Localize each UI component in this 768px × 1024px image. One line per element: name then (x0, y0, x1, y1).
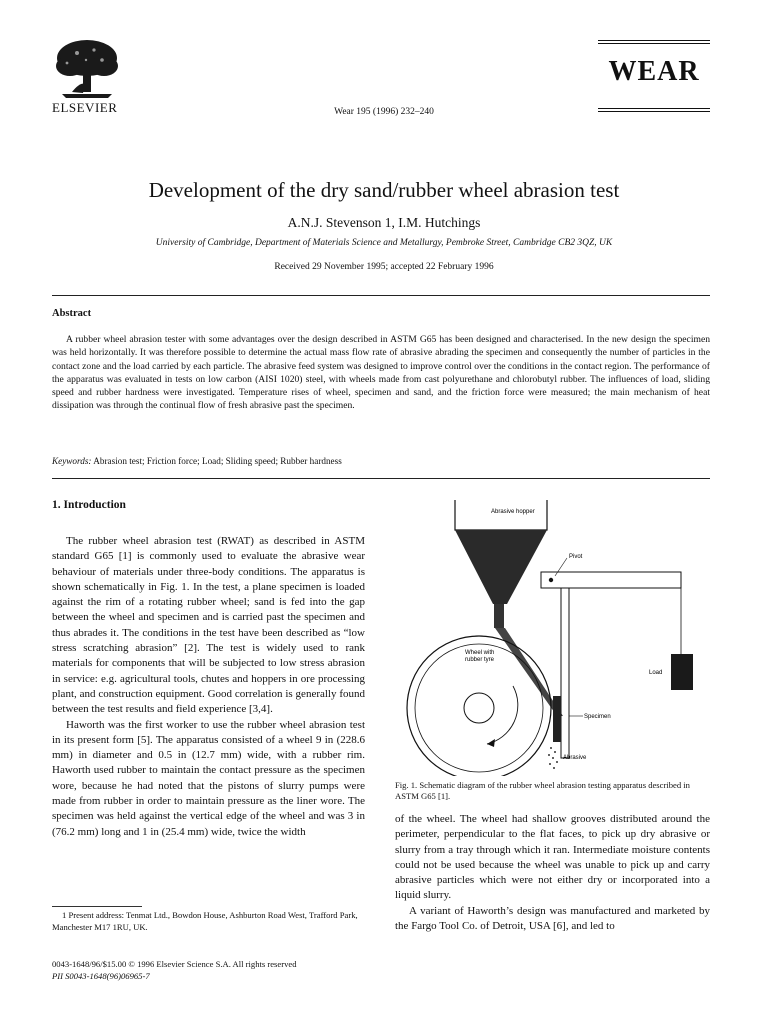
label-specimen: Specimen (584, 714, 611, 720)
col2-paragraph-2: A variant of Haworth’s design was manufactured and marketed by the Fargo Tool Co. of Detroit, USA [6], and led to (395, 904, 710, 933)
col2-paragraph-1: of the wheel. The wheel had shallow grooves distributed around the perimeter, perpendicular to the flat faces, to pick up dry abrasive or slurry from a tray through which it ran. Intermediate moisture contents could not be used because the wheel was unable to pick up and carry abrasive particles which were not either dry or incorporated into a liquid slurry. (395, 813, 710, 902)
keywords (52, 456, 342, 466)
pivot-point (549, 578, 553, 582)
journal-citation: Wear 195 (1996) 232–240 (334, 107, 434, 117)
keywords-text: Abrasion test; Friction force; Load; Sliding speed; Rubber hardness (93, 456, 342, 466)
label-wheel-line1: Wheel with (465, 650, 495, 656)
label-abrasive-hopper: Abrasive hopper (491, 509, 535, 515)
journal-rule-bottom (598, 108, 710, 109)
copyright-block (52, 958, 297, 982)
article-authors: A.N.J. Stevenson 1, I.M. Hutchings (287, 215, 481, 230)
received-dates: Received 29 November 1995; accepted 22 February 1996 (274, 262, 494, 272)
falling-abrasive-particles (548, 747, 558, 769)
wheel-hub (464, 693, 494, 723)
footnote: 1 Present address: Tenmat Ltd., Bowdon House, Ashburton Road West, Trafford Park, Manchester M17 1RU, UK. (52, 910, 358, 932)
divider-top (52, 295, 710, 296)
right-column-text (395, 812, 710, 934)
figure-1-schematic (395, 496, 710, 776)
keywords-label: Keywords: (52, 456, 92, 466)
journal-rule-top-2 (598, 43, 710, 44)
footnote-rule (52, 906, 142, 907)
section-heading-introduction: 1. Introduction (52, 499, 126, 511)
journal-rule-top (598, 40, 710, 41)
publisher-name: ELSEVIER (52, 100, 118, 115)
elsevier-tree-logo-icon (52, 38, 122, 100)
label-pivot: Pivot (569, 554, 583, 560)
intro-paragraph-2: Haworth was the first worker to use the rubber wheel abrasion test in its present form [5]. The apparatus consisted of a wheel 9 in (228.6 mm) in diameter and 0.5 in (12.7 mm) wide, with a rubber rim. Haworth used rubber to maintain the contact pressure as the specimen wore, because he had noted that the pistons of slurry pumps were made from rubber in order to maintain pressure as the liner wore. The specimen was held against the vertical edge of the wheel and was 3 in (76.2 mm) long and 1 in (25.4 mm) wide, twice the width (52, 718, 365, 838)
label-abrasive: Abrasive (563, 755, 587, 761)
abstract-text: A rubber wheel abrasion tester with some advantages over the design described in ASTM G65 has been designed and characterised. In the new design the specimen was held horizontally. It was therefore possible to determine the actual mass flow rate of abrasive abrading the specimen and consequently the number of particles in the contact zone and the load carried by each particle. The abrasive feed system was designed to improve control over the conditions in the contact region. The performance of the apparatus was evaluated in tests on low carbon (AISI 1020) steel, with wheels made from cast polyurethane and chlorobutyl rubber. The influences of load, sliding speed and rubber hardness were investigated. Temperature rises of wheel, specimen and sand, and the friction force were measured; the main mechanism of heat dissipation was through the continual flow of fresh abrasive past the specimen. (52, 334, 710, 412)
rotation-arrow (487, 686, 518, 744)
specimen (553, 696, 561, 742)
copyright-line: 0043-1648/96/$15.00 © 1996 Elsevier Science S.A. All rights reserved (52, 959, 297, 969)
divider-bottom (52, 478, 710, 479)
intro-paragraph-1: The rubber wheel abrasion test (RWAT) as described in ASTM standard G65 [1] is commonly used to evaluate the abrasive wear behaviour of materials under three-body conditions. The apparatus is shown schematically in Fig. 1. In the test, a plane specimen is loaded against the rim of a rotating rubber wheel; sand is fed into the gap between the wheel and specimen and is carried past the specimen and thus abrades it. The conditions in the test have been described as “low stress scratching abrasion” [2]. The test is widely used to rank materials for components that will be subjected to low stress abrasion in service: e.g. agricultural tools, chutes and hoppers in ore processing plant, and construction equipment. Good correlation is generally found between the test results and field experience [3,4]. (52, 535, 365, 716)
left-column-text (52, 534, 365, 840)
abstract-heading: Abstract (52, 308, 92, 319)
abrasive-hopper (455, 500, 547, 530)
article-title: Development of the dry sand/rubber wheel abrasion test (148, 178, 620, 202)
label-load: Load (649, 670, 663, 676)
load-weight (671, 654, 693, 690)
journal-rule-bottom-2 (598, 111, 710, 112)
specimen-holder (561, 588, 569, 758)
hopper-funnel (455, 530, 547, 604)
lever-arm (541, 572, 681, 588)
label-wheel-line2: rubber tyre (465, 657, 495, 663)
journal-name: WEAR (608, 56, 700, 87)
article-affiliation: University of Cambridge, Department of Materials Science and Metallurgy, Pembroke Street, Cambridge CB2 3QZ, UK (155, 238, 613, 248)
figure-1-caption: Fig. 1. Schematic diagram of the rubber wheel abrasion testing apparatus described in ASTM G65 [1]. (395, 780, 690, 802)
pii-line: PII S0043-1648(96)06965-7 (52, 971, 150, 981)
abrasive-stream (494, 604, 504, 628)
